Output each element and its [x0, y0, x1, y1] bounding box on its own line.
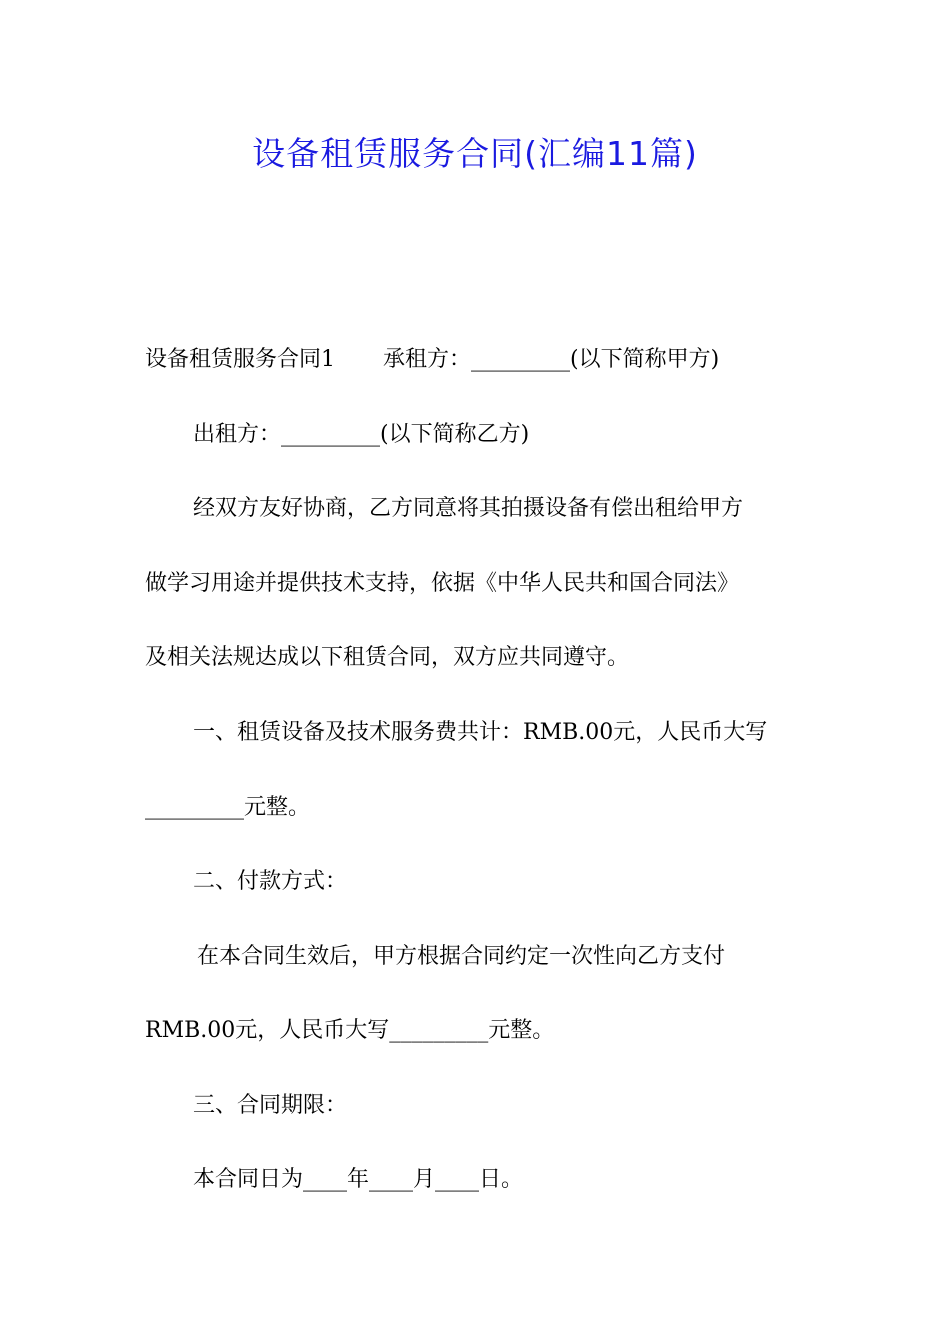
lessor-line: 出租方：_________(以下简称乙方) — [193, 422, 530, 447]
clause-3-heading: 三、合同期限： — [193, 1093, 348, 1118]
paragraph-line: 经双方友好协商，乙方同意将其拍摄设备有偿出租给甲方 — [193, 496, 744, 521]
paragraph-line: 及相关法规达成以下租赁合同，双方应共同遵守。 — [145, 645, 630, 670]
contract-heading: 设备租赁服务合同1 — [145, 347, 335, 372]
clause-3-line: 本合同日为____年____月____日。 — [193, 1167, 524, 1192]
clause-2-continued: RMB.00元，人民币大写_________元整。 — [145, 1018, 555, 1043]
clause-1-line: 一、租赁设备及技术服务费共计：RMB.00元，人民币大写 — [193, 720, 768, 745]
lessee-field: 承租方：_________(以下简称甲方) — [383, 347, 720, 372]
contract-line-1 — [145, 345, 719, 375]
document-title: 设备租赁服务合同(汇编11篇) — [252, 134, 698, 173]
clause-1-continued: _________元整。 — [145, 795, 311, 820]
paragraph-line: 做学习用途并提供技术支持，依据《中华人民共和国合同法》 — [145, 571, 740, 596]
clause-2-heading: 二、付款方式： — [193, 869, 348, 894]
clause-2-line: 在本合同生效后，甲方根据合同约定一次性向乙方支付 — [197, 944, 726, 969]
